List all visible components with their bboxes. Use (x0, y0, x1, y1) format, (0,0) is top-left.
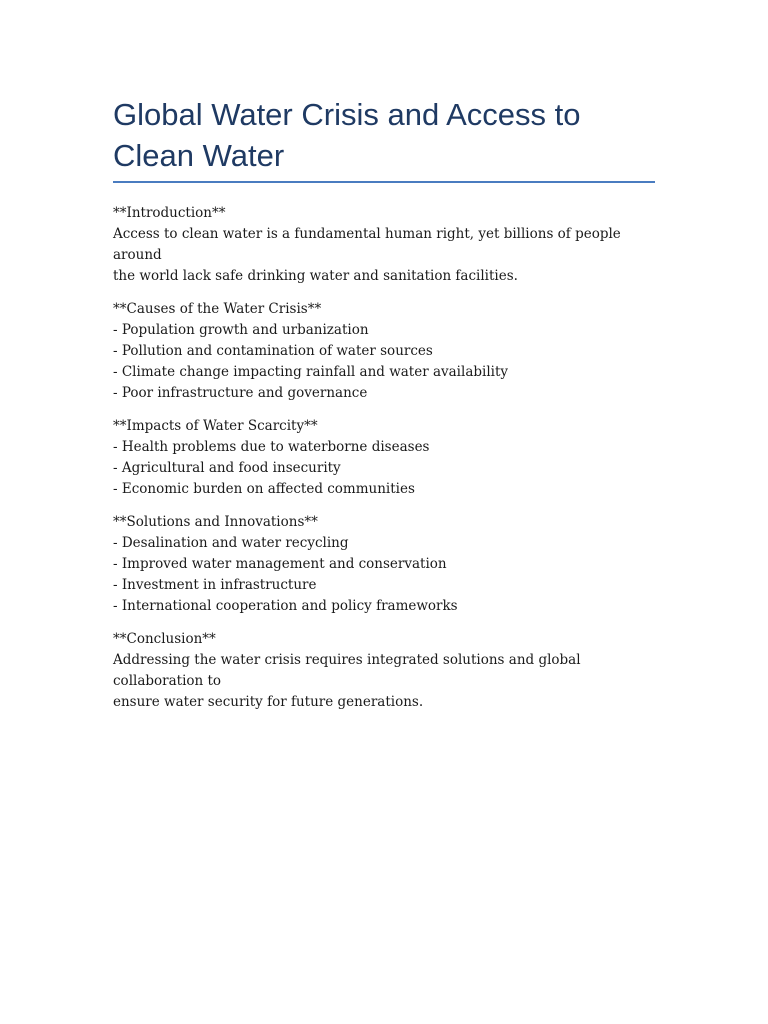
section-heading: **Introduction** (113, 205, 226, 221)
document-page (113, 94, 655, 725)
paragraph-line: ensure water security for future generations. (113, 694, 424, 710)
section-heading: **Conclusion** (113, 631, 216, 647)
section-introduction (113, 203, 655, 287)
list-item: - Climate change impacting rainfall and water availability (113, 364, 509, 380)
list-item: - Poor infrastructure and governance (113, 385, 368, 401)
list-item: - Pollution and contamination of water sources (113, 343, 433, 359)
section-heading: **Impacts of Water Scarcity** (113, 418, 318, 434)
list-item: - Health problems due to waterborne diseases (113, 439, 430, 455)
paragraph-line: Addressing the water crisis requires integrated solutions and global collaboration to (113, 652, 585, 689)
section-solutions (113, 512, 655, 617)
title-divider (113, 181, 655, 183)
list-item: - Improved water management and conservation (113, 556, 447, 572)
list-item: - Population growth and urbanization (113, 322, 369, 338)
list-item: - Economic burden on affected communities (113, 481, 415, 497)
list-item: - International cooperation and policy frameworks (113, 598, 458, 614)
document-title: Global Water Crisis and Access to Clean Water (113, 97, 581, 173)
section-heading: **Causes of the Water Crisis** (113, 301, 322, 317)
list-item: - Agricultural and food insecurity (113, 460, 341, 476)
paragraph-line: the world lack safe drinking water and sanitation facilities. (113, 268, 518, 284)
section-conclusion (113, 629, 655, 713)
section-causes (113, 299, 655, 404)
section-impacts (113, 416, 655, 500)
list-item: - Investment in infrastructure (113, 577, 317, 593)
paragraph-line: Access to clean water is a fundamental human right, yet billions of people around (113, 226, 626, 263)
list-item: - Desalination and water recycling (113, 535, 349, 551)
section-heading: **Solutions and Innovations** (113, 514, 318, 530)
